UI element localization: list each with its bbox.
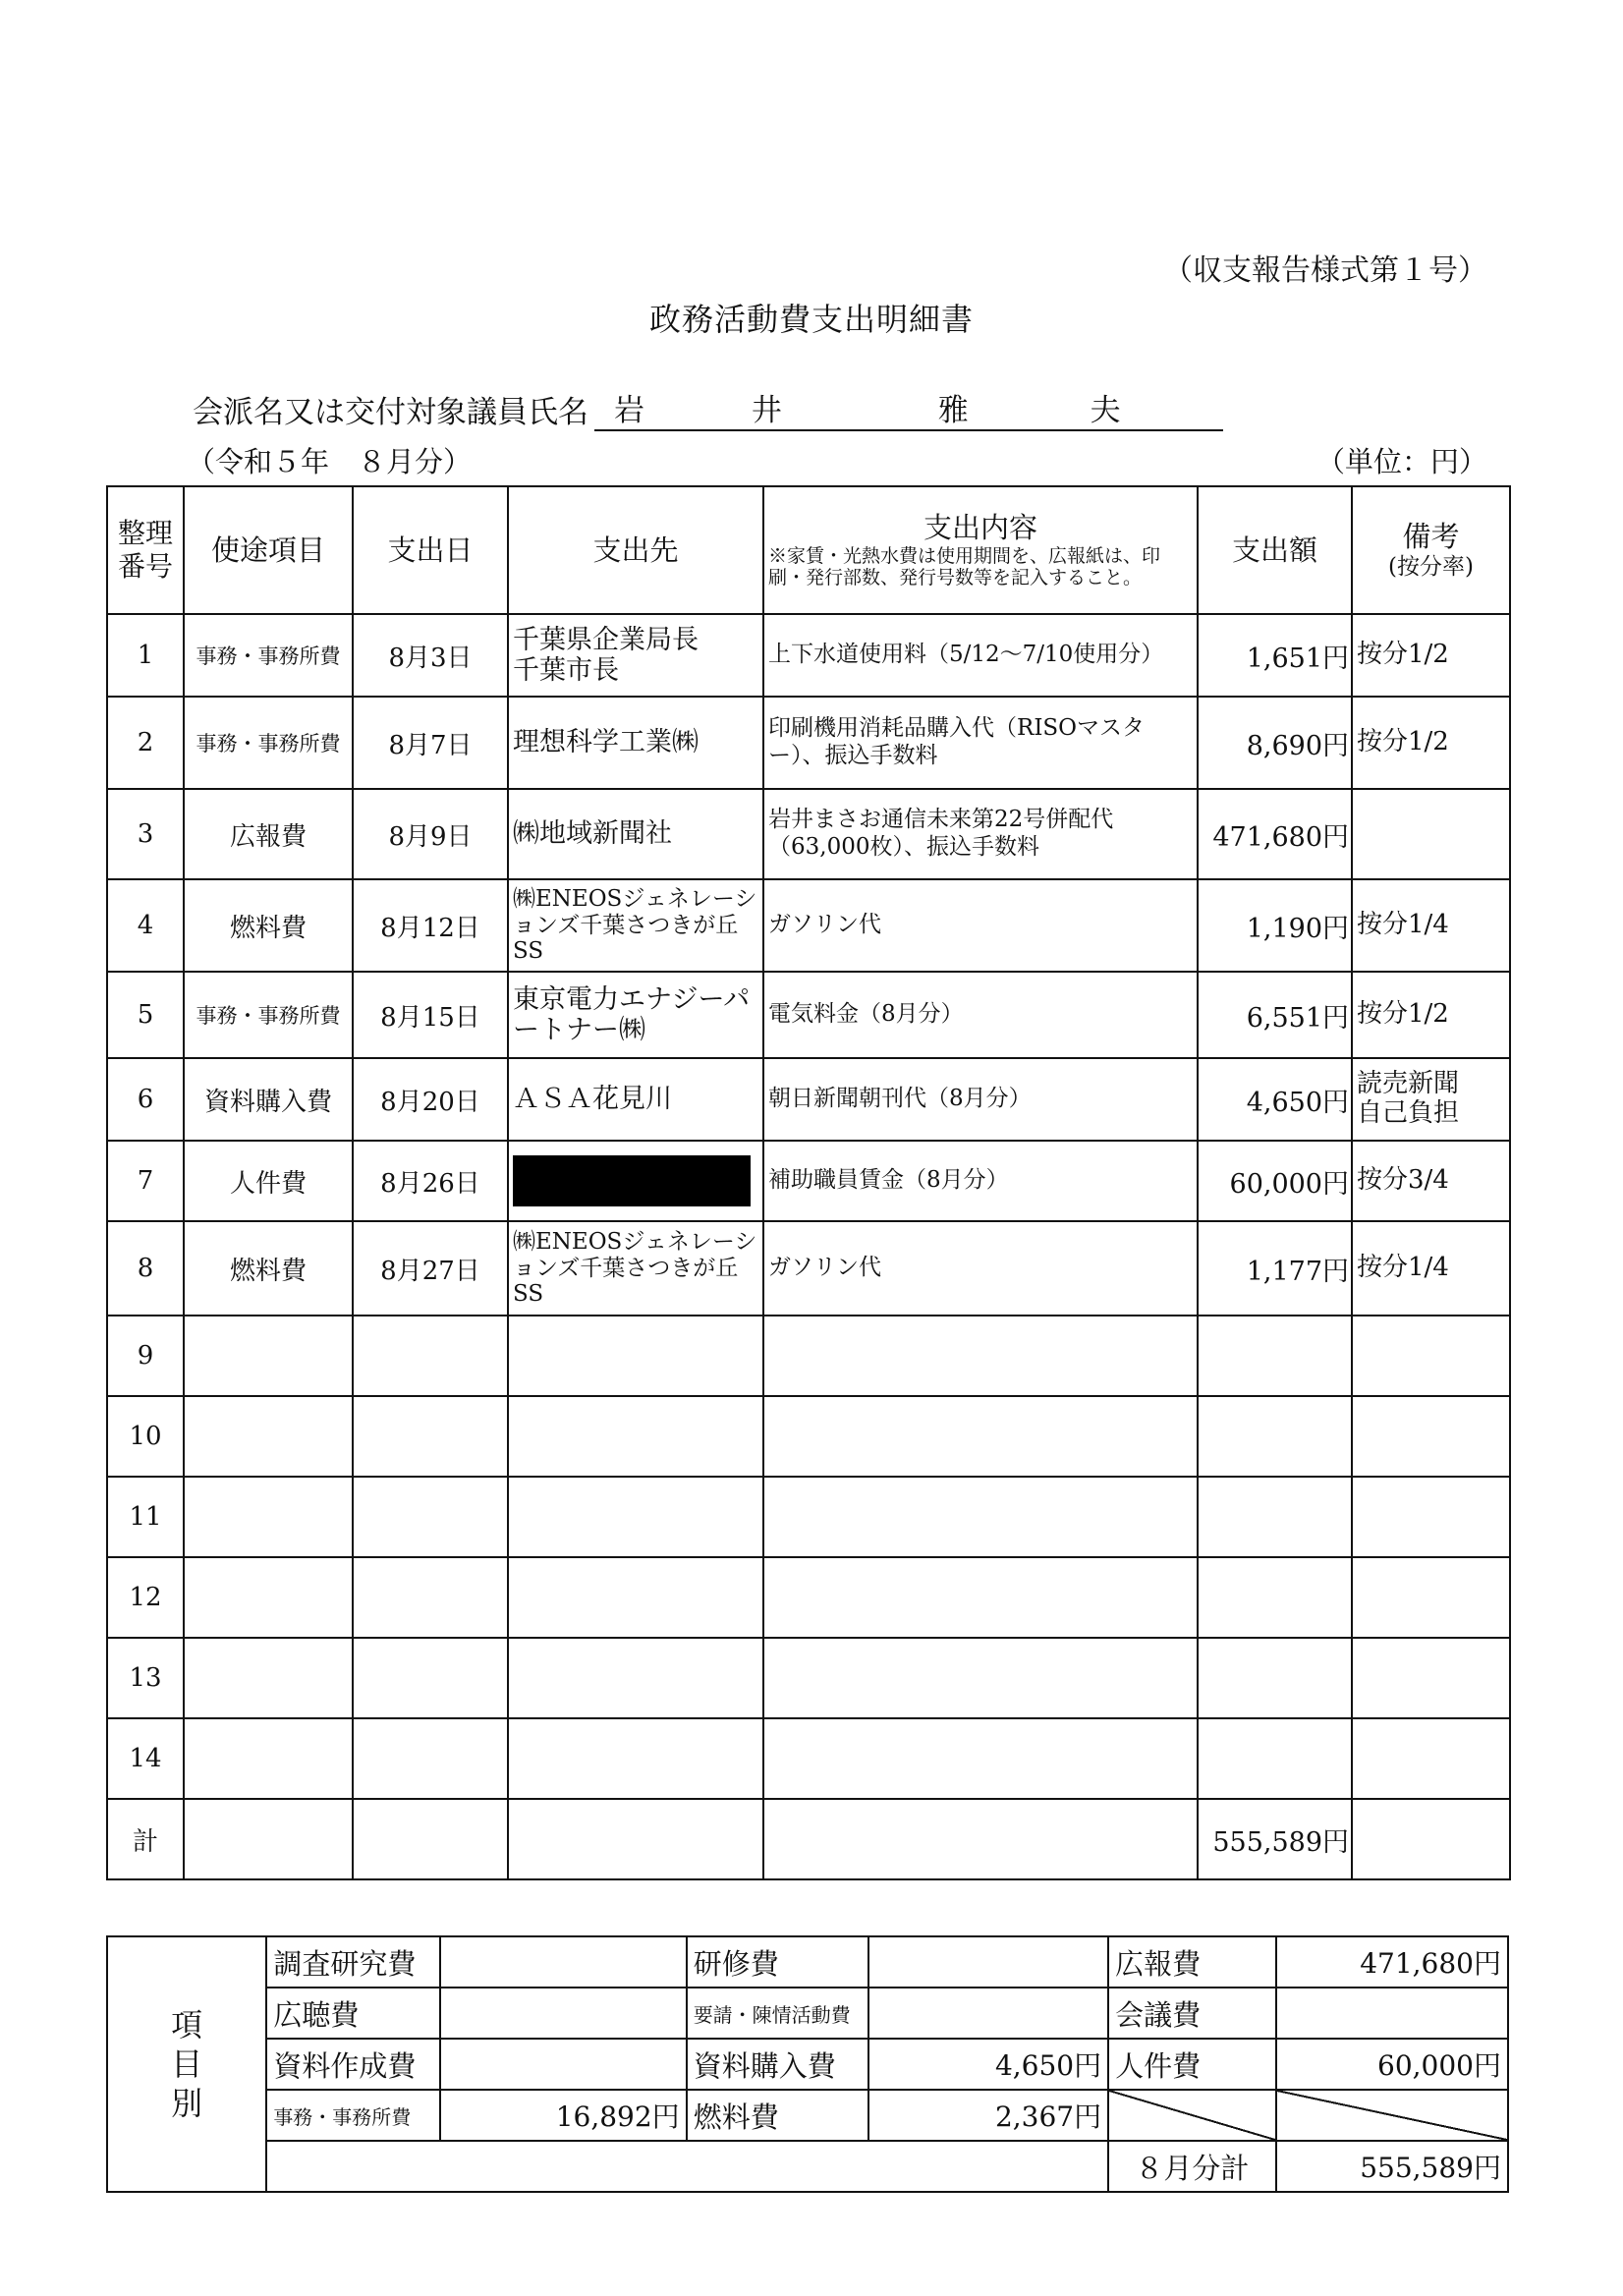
row-category xyxy=(184,1718,353,1799)
total-amount: 555,589円 xyxy=(1198,1799,1352,1879)
row-date: 8月27日 xyxy=(353,1221,508,1316)
row-remarks xyxy=(1352,1557,1510,1638)
member-name-row xyxy=(193,385,1223,431)
meeting-amount xyxy=(1276,1988,1508,2039)
row-payee xyxy=(508,1141,763,1221)
row-remarks xyxy=(1352,1316,1510,1396)
row-no: 2 xyxy=(107,697,184,789)
total-empty-cell xyxy=(763,1799,1198,1879)
row-amount: 4,650円 xyxy=(1198,1058,1352,1141)
docs-make-amount xyxy=(440,2039,687,2090)
row-remarks xyxy=(1352,1718,1510,1799)
row-amount xyxy=(1198,1396,1352,1477)
total-row xyxy=(107,1799,1510,1879)
row-amount: 1,651円 xyxy=(1198,614,1352,697)
office-label: 事務・事務所費 xyxy=(266,2090,440,2141)
header-remarks-sub: (按分率) xyxy=(1388,553,1474,580)
row-date xyxy=(353,1316,508,1396)
table-row xyxy=(107,879,1510,972)
row-payee: 千葉県企業局長 千葉市長 xyxy=(508,614,763,697)
row-amount: 6,551円 xyxy=(1198,972,1352,1058)
row-date xyxy=(353,1477,508,1557)
row-amount xyxy=(1198,1477,1352,1557)
header-content xyxy=(763,486,1198,614)
row-content xyxy=(763,1316,1198,1396)
row-remarks: 按分1/2 xyxy=(1352,614,1510,697)
table-row xyxy=(107,1221,1510,1316)
total-empty-cell xyxy=(1352,1799,1510,1879)
row-remarks: 按分1/4 xyxy=(1352,879,1510,972)
header-date: 支出日 xyxy=(353,486,508,614)
row-category: 事務・事務所費 xyxy=(184,972,353,1058)
total-empty-cell xyxy=(353,1799,508,1879)
row-no: 7 xyxy=(107,1141,184,1221)
row-no: 10 xyxy=(107,1396,184,1477)
row-category xyxy=(184,1396,353,1477)
table-row xyxy=(107,697,1510,789)
row-payee: ㈱ENEOSジェネレーションズ千葉さつきが丘SS xyxy=(508,1221,763,1316)
row-content: 電気料金（8月分） xyxy=(763,972,1198,1058)
table-row xyxy=(107,789,1510,879)
row-content xyxy=(763,1638,1198,1718)
row-remarks: 読売新聞 自己負担 xyxy=(1352,1058,1510,1141)
total-empty-cell xyxy=(508,1799,763,1879)
row-remarks: 按分1/4 xyxy=(1352,1221,1510,1316)
row-amount: 1,177円 xyxy=(1198,1221,1352,1316)
row-remarks xyxy=(1352,1477,1510,1557)
row-category: 広報費 xyxy=(184,789,353,879)
row-payee xyxy=(508,1396,763,1477)
member-name-char: 雅 xyxy=(937,393,969,428)
meeting-label: 会議費 xyxy=(1108,1988,1276,2039)
row-no: 3 xyxy=(107,789,184,879)
row-category xyxy=(184,1316,353,1396)
row-category xyxy=(184,1477,353,1557)
row-amount: 471,680円 xyxy=(1198,789,1352,879)
header-payee: 支出先 xyxy=(508,486,763,614)
member-name-char: 夫 xyxy=(1090,393,1121,428)
table-row xyxy=(107,1718,1510,1799)
row-content: 印刷機用消耗品購入代（RISOマスター）、振込手数料 xyxy=(763,697,1198,789)
row-no: 11 xyxy=(107,1477,184,1557)
row-amount xyxy=(1198,1718,1352,1799)
total-empty-cell xyxy=(184,1799,353,1879)
row-date xyxy=(353,1638,508,1718)
struck-cell xyxy=(1108,2090,1276,2141)
row-content: 上下水道使用料（5/12～7/10使用分） xyxy=(763,614,1198,697)
research-label: 調査研究費 xyxy=(266,1936,440,1988)
row-content: ガソリン代 xyxy=(763,1221,1198,1316)
member-name-char: 井 xyxy=(751,393,782,428)
row-no: 9 xyxy=(107,1316,184,1396)
row-content xyxy=(763,1396,1198,1477)
row-date: 8月9日 xyxy=(353,789,508,879)
summary-blank-cell xyxy=(266,2141,1108,2192)
personnel-amount: 60,000円 xyxy=(1276,2039,1508,2090)
row-content: 補助職員賃金（8月分） xyxy=(763,1141,1198,1221)
row-amount: 8,690円 xyxy=(1198,697,1352,789)
row-category xyxy=(184,1557,353,1638)
docs-make-label: 資料作成費 xyxy=(266,2039,440,2090)
row-content xyxy=(763,1718,1198,1799)
petition-label: 要請・陳情活動費 xyxy=(687,1988,868,2039)
row-remarks: 按分3/4 xyxy=(1352,1141,1510,1221)
row-category xyxy=(184,1638,353,1718)
docs-buy-label: 資料購入費 xyxy=(687,2039,868,2090)
row-category: 資料購入費 xyxy=(184,1058,353,1141)
row-date xyxy=(353,1396,508,1477)
header-content-note: ※家賃・光熱水費は使用期間を、広報紙は、印刷・発行部数、発行号数等を記入すること。 xyxy=(768,544,1161,589)
document-title: 政務活動費支出明細書 xyxy=(648,301,974,338)
docs-buy-amount: 4,650円 xyxy=(868,2039,1109,2090)
expenditure-rows xyxy=(107,614,1510,1799)
row-no: 6 xyxy=(107,1058,184,1141)
row-no: 5 xyxy=(107,972,184,1058)
row-remarks xyxy=(1352,1638,1510,1718)
row-category: 人件費 xyxy=(184,1141,353,1221)
row-content: ガソリン代 xyxy=(763,879,1198,972)
row-amount: 60,000円 xyxy=(1198,1141,1352,1221)
fuel-amount: 2,367円 xyxy=(868,2090,1109,2141)
table-row xyxy=(107,1141,1510,1221)
hearing-amount xyxy=(440,1988,687,2039)
table-row xyxy=(107,1557,1510,1638)
row-no: 4 xyxy=(107,879,184,972)
month-total-amount: 555,589円 xyxy=(1276,2141,1508,2192)
header-remarks xyxy=(1352,486,1510,614)
header-no: 整理番号 xyxy=(107,486,184,614)
row-remarks: 按分1/2 xyxy=(1352,697,1510,789)
row-amount xyxy=(1198,1316,1352,1396)
row-amount: 1,190円 xyxy=(1198,879,1352,972)
pr-amount: 471,680円 xyxy=(1276,1936,1508,1988)
table-row xyxy=(107,1638,1510,1718)
row-date: 8月7日 xyxy=(353,697,508,789)
form-number: （収支報告様式第１号） xyxy=(1163,253,1487,288)
struck-cell xyxy=(1276,2090,1508,2141)
row-date: 8月3日 xyxy=(353,614,508,697)
row-no: 13 xyxy=(107,1638,184,1718)
month-total-label: ８月分計 xyxy=(1108,2141,1276,2192)
row-payee xyxy=(508,1316,763,1396)
row-remarks xyxy=(1352,789,1510,879)
row-date: 8月15日 xyxy=(353,972,508,1058)
table-row xyxy=(107,1316,1510,1396)
office-amount: 16,892円 xyxy=(440,2090,687,2141)
currency-unit: （単位：円） xyxy=(1315,445,1487,478)
report-period: （令和５年 ８月分） xyxy=(187,445,473,478)
summary-by-category xyxy=(106,1935,1509,2193)
member-name-char: 岩 xyxy=(614,393,644,428)
summary-label xyxy=(107,1936,266,2192)
row-remarks xyxy=(1352,1396,1510,1477)
row-no: 14 xyxy=(107,1718,184,1799)
fuel-label: 燃料費 xyxy=(687,2090,868,2141)
header-amount: 支出額 xyxy=(1198,486,1352,614)
row-category: 事務・事務所費 xyxy=(184,697,353,789)
row-category: 燃料費 xyxy=(184,879,353,972)
pr-label: 広報費 xyxy=(1108,1936,1276,1988)
expenditure-table xyxy=(106,485,1511,1880)
row-no: 8 xyxy=(107,1221,184,1316)
row-amount xyxy=(1198,1638,1352,1718)
member-name xyxy=(594,385,1223,431)
row-content: 岩井まさお通信未来第22号併配代（63,000枚）、振込手数料 xyxy=(763,789,1198,879)
row-date xyxy=(353,1557,508,1638)
row-content xyxy=(763,1557,1198,1638)
row-payee xyxy=(508,1477,763,1557)
row-payee xyxy=(508,1557,763,1638)
table-row xyxy=(107,614,1510,697)
header-content-label: 支出内容 xyxy=(923,510,1037,544)
header-category: 使途項目 xyxy=(184,486,353,614)
total-label: 計 xyxy=(107,1799,184,1879)
row-date xyxy=(353,1718,508,1799)
personnel-label: 人件費 xyxy=(1108,2039,1276,2090)
row-content: 朝日新聞朝刊代（8月分） xyxy=(763,1058,1198,1141)
row-content xyxy=(763,1477,1198,1557)
row-date: 8月12日 xyxy=(353,879,508,972)
row-payee: 東京電力エナジーパートナー㈱ xyxy=(508,972,763,1058)
table-row xyxy=(107,972,1510,1058)
row-payee: ㈱地域新聞社 xyxy=(508,789,763,879)
row-no: 12 xyxy=(107,1557,184,1638)
training-label: 研修費 xyxy=(687,1936,868,1988)
training-amount xyxy=(868,1936,1109,1988)
header-remarks-label: 備考 xyxy=(1402,519,1460,553)
summary-label-text: 項 目 別 xyxy=(171,2006,203,2122)
member-label: 会派名又は交付対象議員氏名 xyxy=(193,395,588,430)
research-amount xyxy=(440,1936,687,1988)
row-payee xyxy=(508,1638,763,1718)
table-row xyxy=(107,1396,1510,1477)
row-date: 8月26日 xyxy=(353,1141,508,1221)
row-remarks: 按分1/2 xyxy=(1352,972,1510,1058)
row-payee xyxy=(508,1718,763,1799)
row-payee: 理想科学工業㈱ xyxy=(508,697,763,789)
table-row xyxy=(107,1477,1510,1557)
petition-amount xyxy=(868,1988,1109,2039)
row-payee: ㈱ENEOSジェネレーションズ千葉さつきが丘SS xyxy=(508,879,763,972)
table-row xyxy=(107,1058,1510,1141)
row-category: 燃料費 xyxy=(184,1221,353,1316)
redacted-block xyxy=(513,1155,751,1206)
row-no: 1 xyxy=(107,614,184,697)
row-date: 8月20日 xyxy=(353,1058,508,1141)
row-amount xyxy=(1198,1557,1352,1638)
row-category: 事務・事務所費 xyxy=(184,614,353,697)
row-payee: ＡＳＡ花見川 xyxy=(508,1058,763,1141)
hearing-label: 広聴費 xyxy=(266,1988,440,2039)
